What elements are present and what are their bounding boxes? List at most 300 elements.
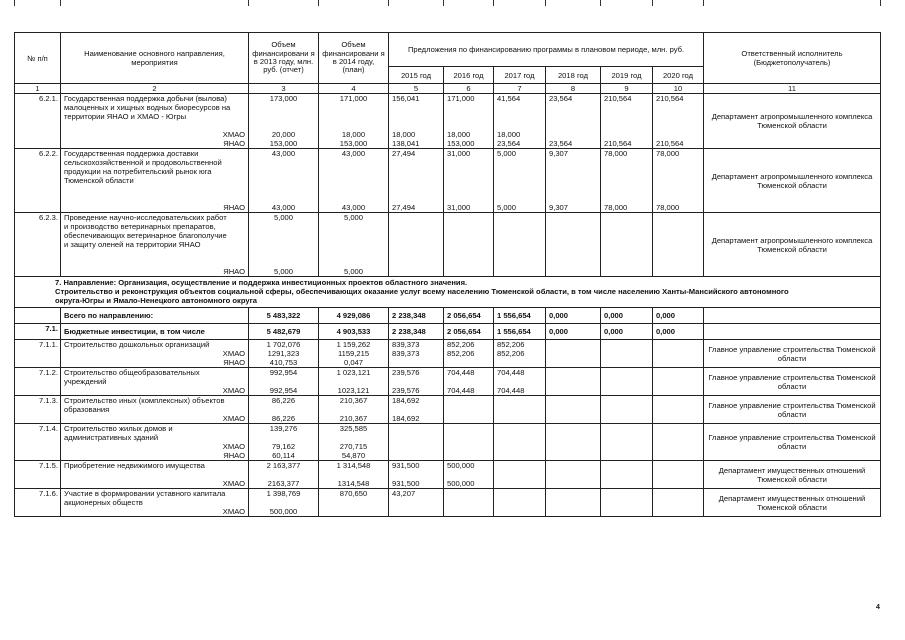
value-cell-c4	[319, 213, 389, 277]
value-cell-c5-line	[392, 121, 440, 130]
item-name-line	[64, 185, 245, 194]
section-heading-line: 7. Направление: Организация, осуществление и поддержка инвестиционных проектов областного значения.	[55, 278, 468, 287]
value-cell-c4-line: 325,585	[339, 424, 368, 433]
value-cell-c3	[249, 424, 319, 461]
value-cell-c9-line	[604, 158, 649, 167]
value-cell-c3-line: 992,954	[269, 386, 298, 395]
value-cell-c4-line: 210,367	[339, 414, 368, 423]
responsible-dept: Главное управление строительства Тюменской области	[704, 424, 881, 461]
item-name-line: ХМАО	[222, 386, 245, 395]
column-number: 1	[15, 84, 61, 94]
item-name-line: Государственная поддержка доставки	[64, 149, 199, 158]
value-cell-c8-line: 23,564	[549, 139, 573, 148]
value-cell-c3-line	[252, 112, 315, 121]
summary-value: 2 238,348	[389, 324, 444, 340]
value-cell-c6-line: 852,206	[447, 340, 475, 349]
item-name	[61, 149, 249, 213]
responsible-dept: Департамент имущественных отношений Тюменской области	[704, 489, 881, 517]
column-number: 4	[319, 84, 389, 94]
value-cell-c4-line	[322, 231, 385, 240]
table-row	[15, 94, 881, 149]
value-cell-c7-line	[497, 358, 542, 367]
value-cell-c4-line: 1023,121	[337, 386, 370, 395]
item-name-line: ХМАО	[222, 507, 245, 516]
value-cell-c8-line	[549, 103, 597, 112]
column-number: 3	[249, 84, 319, 94]
value-cell-c10-line	[656, 158, 700, 167]
value-cell-c3-line	[252, 121, 315, 130]
summary-value: 5 483,322	[249, 308, 319, 324]
item-name-line: Строительство дошкольных организаций	[64, 340, 210, 349]
value-cell-c5-line	[392, 194, 440, 203]
empty-cell	[546, 461, 601, 489]
value-cell-c4-line: 43,000	[341, 149, 366, 158]
financing-table	[14, 32, 881, 517]
item-code: 6.2.3.	[15, 213, 61, 277]
empty-cell	[653, 424, 704, 461]
value-cell-c6-line: 171,000	[447, 94, 475, 103]
value-cell-c4-line	[322, 470, 385, 479]
summary-value: 2 056,654	[444, 308, 494, 324]
item-name	[61, 340, 249, 368]
value-cell-c10-line	[656, 112, 700, 121]
value-cell-c6-line: 31,000	[447, 203, 471, 212]
value-cell-c10-line	[656, 167, 700, 176]
value-cell-c4-line: 1 159,262	[336, 340, 371, 349]
value-cell-c7-line	[497, 194, 542, 203]
empty-cell	[704, 308, 881, 324]
value-cell-c10	[653, 149, 704, 213]
value-cell-c4	[319, 396, 389, 424]
header-year: 2019 год	[601, 67, 653, 84]
value-cell-c8	[546, 149, 601, 213]
value-cell-c9-line: 210,564	[604, 139, 632, 148]
value-cell-c4-line	[322, 433, 385, 442]
value-cell-c6-line	[447, 176, 490, 185]
value-cell-c5	[389, 396, 444, 424]
column-number: 10	[653, 84, 704, 94]
value-cell-c6	[444, 489, 494, 517]
value-cell-c6-line	[447, 167, 490, 176]
page-number: 4	[876, 604, 880, 611]
item-name-line: территории ЯНАО и ХМАО - Югры	[64, 112, 187, 121]
column-number: 8	[546, 84, 601, 94]
value-cell-c3-line: 410,753	[269, 358, 298, 367]
value-cell-c9-line: 78,000	[604, 149, 628, 158]
value-cell-c5-line: 931,500	[392, 461, 420, 470]
value-cell-c6	[444, 340, 494, 368]
value-cell-c4-line: 0,047	[343, 358, 363, 367]
value-cell-c5-line: 27,494	[392, 203, 416, 212]
item-name-line: Государственная поддержка добычи (вылова)	[64, 94, 227, 103]
value-cell-c4-line: 1 023,121	[336, 368, 371, 377]
value-cell-c3-line: 992,954	[269, 368, 298, 377]
summary-value: 0,000	[546, 308, 601, 324]
value-cell-c3-line: 173,000	[269, 94, 298, 103]
value-cell-c7	[494, 424, 546, 461]
value-cell-c3-line	[252, 470, 315, 479]
value-cell-c3-line: 153,000	[269, 139, 298, 148]
value-cell-c4-line	[322, 258, 385, 267]
value-cell-c3-line	[252, 258, 315, 267]
column-number: 9	[601, 84, 653, 94]
summary-label: Бюджетные инвестиции, в том числе	[61, 324, 249, 340]
value-cell-c9	[601, 149, 653, 213]
value-cell-c4-line	[322, 222, 385, 231]
summary-value: 2 238,348	[389, 308, 444, 324]
value-cell-c7-line	[497, 158, 542, 167]
value-cell-c3-line: 1 702,076	[266, 340, 301, 349]
value-cell-c10-line	[656, 194, 700, 203]
responsible-dept: Департамент агропромышленного комплекса Тюменской области	[704, 213, 881, 277]
value-cell-c5	[389, 489, 444, 517]
value-cell-c4-line	[322, 498, 385, 507]
value-cell-c4-line	[322, 167, 385, 176]
value-cell-c6	[444, 396, 494, 424]
value-cell-c3-line: 86,226	[271, 396, 296, 405]
value-cell-c3-line: 43,000	[271, 203, 296, 212]
value-cell-c5-line: 138,041	[392, 139, 420, 148]
value-cell-c4-line: 1159,215	[337, 349, 370, 358]
value-cell-c5-line: 839,373	[392, 349, 420, 358]
value-cell-c4-line: 43,000	[341, 203, 366, 212]
value-cell-c3-line: 1 398,769	[266, 489, 301, 498]
value-cell-c4	[319, 368, 389, 396]
item-code: 7.1.2.	[15, 368, 61, 396]
empty-cell	[546, 396, 601, 424]
summary-value: 0,000	[601, 324, 653, 340]
value-cell-c5-line: 27,494	[392, 149, 416, 158]
value-cell-c6-line	[447, 377, 490, 386]
value-cell-c4-line: 54,870	[341, 451, 366, 460]
item-name	[61, 461, 249, 489]
value-cell-c5-line	[392, 498, 440, 507]
value-cell-c4-line: 153,000	[339, 139, 368, 148]
value-cell-c9-line	[604, 121, 649, 130]
value-cell-c5-line: 156,041	[392, 94, 420, 103]
value-cell-c5-line	[392, 103, 440, 112]
item-name-line: Участие в формировании уставного капитала	[64, 489, 226, 498]
value-cell-c6-line: 18,000	[447, 130, 471, 139]
item-name	[61, 424, 249, 461]
value-cell-c4-line: 1314,548	[337, 479, 370, 488]
value-cell-c10-line	[656, 185, 700, 194]
value-cell-c3	[249, 94, 319, 149]
value-cell-c3	[249, 368, 319, 396]
summary-value: 2 056,654	[444, 324, 494, 340]
summary-value: 1 556,654	[494, 308, 546, 324]
value-cell-c5-line	[392, 176, 440, 185]
value-cell-c6-line	[447, 358, 490, 367]
value-cell-c3-line	[252, 498, 315, 507]
value-cell-c3-line: 86,226	[271, 414, 296, 423]
value-cell-c8-line	[549, 130, 597, 139]
value-cell-c5-line: 43,207	[392, 489, 416, 498]
summary-label: Всего по направлению:	[61, 308, 249, 324]
value-cell-c10	[653, 94, 704, 149]
table-row	[15, 213, 881, 277]
value-cell-c5	[389, 461, 444, 489]
value-cell-c4-line	[322, 112, 385, 121]
item-name-line: акционерных обществ	[64, 498, 143, 507]
responsible-dept: Департамент агропромышленного комплекса Тюменской области	[704, 149, 881, 213]
value-cell-c6	[444, 424, 494, 461]
value-cell-c9-line	[604, 194, 649, 203]
value-cell-c9-line	[604, 112, 649, 121]
empty-cell	[653, 396, 704, 424]
summary-value: 1 556,654	[494, 324, 546, 340]
value-cell-c7	[494, 461, 546, 489]
value-cell-c5	[389, 213, 444, 277]
value-cell-c9-line	[604, 185, 649, 194]
value-cell-c10-line: 78,000	[656, 203, 680, 212]
value-cell-c4	[319, 489, 389, 517]
value-cell-c4-line	[322, 103, 385, 112]
item-name-line: учреждений	[64, 377, 107, 386]
value-cell-c8-line	[549, 185, 597, 194]
value-cell-c9	[601, 213, 653, 277]
value-cell-c9-line: 78,000	[604, 203, 628, 212]
item-name-line: Тюменской области	[64, 176, 134, 185]
value-cell-c5-line	[392, 112, 440, 121]
value-cell-c10-line: 210,564	[656, 139, 684, 148]
value-cell-c7-line	[497, 185, 542, 194]
header-2013: Объем финансировани я в 2013 году, млн. руб. (отчет)	[249, 33, 319, 84]
value-cell-c4	[319, 94, 389, 149]
value-cell-c4-line	[322, 507, 385, 516]
header-2014: Объем финансировани я в 2014 году, (план)	[319, 33, 389, 84]
summary-code	[15, 308, 61, 324]
item-name-line: ХМАО	[222, 442, 245, 451]
value-cell-c6-line	[447, 112, 490, 121]
value-cell-c6-line: 704,448	[447, 386, 475, 395]
value-cell-c6-line	[447, 121, 490, 130]
value-cell-c4-line	[322, 185, 385, 194]
table-row	[15, 368, 881, 396]
item-name-line: Проведение научно-исследовательских работ	[64, 213, 227, 222]
empty-cell	[601, 396, 653, 424]
value-cell-c8	[546, 94, 601, 149]
value-cell-c6-line	[447, 185, 490, 194]
value-cell-c7-line	[497, 112, 542, 121]
value-cell-c5-line	[392, 507, 440, 516]
item-name-line: ЯНАО	[223, 203, 245, 212]
value-cell-c9-line	[604, 167, 649, 176]
column-number: 6	[444, 84, 494, 94]
value-cell-c5-line: 18,000	[392, 130, 416, 139]
value-cell-c10-line: 78,000	[656, 149, 680, 158]
value-cell-c6-line	[447, 158, 490, 167]
item-name-line	[64, 194, 245, 203]
item-name-line: ХМАО	[222, 479, 245, 488]
value-cell-c7-line: 41,564	[497, 94, 521, 103]
item-name-line: ХМАО	[222, 414, 245, 423]
value-cell-c5	[389, 368, 444, 396]
value-cell-c9-line	[604, 176, 649, 185]
item-name-line: ЯНАО	[223, 451, 245, 460]
summary-value: 0,000	[653, 308, 704, 324]
item-name-line: ЯНАО	[223, 139, 245, 148]
empty-cell	[546, 340, 601, 368]
item-name-line: ХМАО	[222, 130, 245, 139]
value-cell-c3-line	[252, 249, 315, 258]
item-name-line: Строительство общеобразовательных	[64, 368, 200, 377]
table-row	[15, 340, 881, 368]
item-code: 7.1.1.	[15, 340, 61, 368]
value-cell-c4	[319, 461, 389, 489]
value-cell-c6-line: 852,206	[447, 349, 475, 358]
value-cell-c4-line: 171,000	[339, 94, 368, 103]
value-cell-c7-line: 704,448	[497, 386, 525, 395]
value-cell-c4-line: 5,000	[343, 213, 363, 222]
item-name-line: ЯНАО	[223, 358, 245, 367]
responsible-dept: Главное управление строительства Тюменской области	[704, 396, 881, 424]
value-cell-c3-line	[252, 185, 315, 194]
value-cell-c3	[249, 489, 319, 517]
value-cell-c3-line: 2163,377	[267, 479, 300, 488]
item-name-line: обеспечивающих ветеринарное благополучие	[64, 231, 227, 240]
value-cell-c7-line	[497, 121, 542, 130]
value-cell-c4-line	[322, 405, 385, 414]
empty-cell	[601, 424, 653, 461]
item-name	[61, 213, 249, 277]
item-code: 7.1.6.	[15, 489, 61, 517]
value-cell-c10	[653, 213, 704, 277]
table-row	[15, 489, 881, 517]
item-code: 7.1.5.	[15, 461, 61, 489]
value-cell-c5-line	[392, 358, 440, 367]
value-cell-c6-line: 704,448	[447, 368, 475, 377]
column-number: 7	[494, 84, 546, 94]
header-proposals: Предложения по финансированию программы в плановом периоде, млн. руб.	[389, 33, 704, 67]
value-cell-c9-line: 210,564	[604, 94, 632, 103]
value-cell-c7	[494, 340, 546, 368]
header-year: 2016 год	[444, 67, 494, 84]
value-cell-c3-line: 79,162	[271, 442, 296, 451]
value-cell-c5-line: 184,692	[392, 414, 420, 423]
header-name: Наименование основного направления, мероприятия	[61, 33, 249, 84]
value-cell-c5	[389, 340, 444, 368]
item-name	[61, 489, 249, 517]
value-cell-c3-line	[252, 194, 315, 203]
value-cell-c9-line	[604, 130, 649, 139]
value-cell-c4	[319, 424, 389, 461]
empty-cell	[546, 424, 601, 461]
value-cell-c4-line	[322, 377, 385, 386]
value-cell-c7-line	[497, 176, 542, 185]
value-cell-c4-line: 270,715	[339, 442, 368, 451]
empty-cell	[653, 489, 704, 517]
item-name-line: малоценных и хищных водных биоресурсов на	[64, 103, 231, 112]
value-cell-c7-line: 23,564	[497, 139, 521, 148]
value-cell-c8-line	[549, 194, 597, 203]
value-cell-c4-line: 870,650	[339, 489, 368, 498]
value-cell-c3	[249, 213, 319, 277]
item-name-line: Строительство иных (комплексных) объектов	[64, 396, 225, 405]
table-row	[15, 396, 881, 424]
value-cell-c3-line: 1291,323	[267, 349, 300, 358]
value-cell-c3	[249, 461, 319, 489]
value-cell-c10-line	[656, 176, 700, 185]
item-name-line	[64, 249, 245, 258]
value-cell-c6-line: 31,000	[447, 149, 471, 158]
value-cell-c5-line: 184,692	[392, 396, 420, 405]
value-cell-c5-line	[392, 167, 440, 176]
item-code: 7.1.4.	[15, 424, 61, 461]
empty-cell	[601, 489, 653, 517]
value-cell-c6-line: 153,000	[447, 139, 475, 148]
value-cell-c8-line	[549, 158, 597, 167]
value-cell-c5	[389, 149, 444, 213]
column-number: 2	[61, 84, 249, 94]
value-cell-c5-line	[392, 470, 440, 479]
table-row	[15, 424, 881, 461]
value-cell-c6-line	[447, 470, 490, 479]
section-heading-line: Строительство и реконструкция объектов социальной сферы, обеспечивающих оказание услуг всему населению Тюменской области, в том числе населению Ханты-Мансийского автономного	[55, 287, 789, 296]
table-row	[15, 149, 881, 213]
header-year: 2020 год	[653, 67, 704, 84]
value-cell-c3-line	[252, 405, 315, 414]
value-cell-c10-line	[656, 130, 700, 139]
responsible-dept: Департамент имущественных отношений Тюменской области	[704, 461, 881, 489]
value-cell-c6	[444, 461, 494, 489]
item-name-line: ЯНАО	[223, 267, 245, 276]
summary-row	[15, 324, 881, 340]
value-cell-c6	[444, 213, 494, 277]
value-cell-c9-line	[604, 103, 649, 112]
value-cell-c6	[444, 94, 494, 149]
value-cell-c4-line	[322, 249, 385, 258]
value-cell-c5-line: 239,576	[392, 386, 420, 395]
value-cell-c3-line: 60,114	[272, 451, 295, 460]
summary-value: 0,000	[546, 324, 601, 340]
value-cell-c3	[249, 396, 319, 424]
value-cell-c3-line: 5,000	[273, 267, 293, 276]
item-code: 6.2.1.	[15, 94, 61, 149]
value-cell-c7	[494, 368, 546, 396]
value-cell-c5-line	[392, 405, 440, 414]
summary-value: 0,000	[653, 324, 704, 340]
value-cell-c7-line: 5,000	[497, 149, 517, 158]
value-cell-c7	[494, 489, 546, 517]
section-heading-row	[15, 277, 881, 308]
value-cell-c3-line: 43,000	[271, 149, 296, 158]
value-cell-c8-line: 23,564	[549, 94, 573, 103]
value-cell-c3	[249, 340, 319, 368]
value-cell-c7	[494, 213, 546, 277]
empty-cell	[653, 461, 704, 489]
value-cell-c7	[494, 94, 546, 149]
value-cell-c5-line: 239,576	[392, 368, 420, 377]
value-cell-c6-line	[447, 103, 490, 112]
value-cell-c5-line	[392, 185, 440, 194]
value-cell-c5-line: 931,500	[392, 479, 420, 488]
value-cell-c3-line: 5,000	[273, 213, 293, 222]
value-cell-c3-line	[252, 433, 315, 442]
value-cell-c8-line	[549, 167, 597, 176]
item-name-line: сельскохозяйственной и продовольственной	[64, 158, 222, 167]
item-name-line: образования	[64, 405, 110, 414]
empty-cell	[601, 368, 653, 396]
value-cell-c7	[494, 396, 546, 424]
column-number: 5	[389, 84, 444, 94]
value-cell-c3-line	[252, 176, 315, 185]
value-cell-c7-line	[497, 377, 542, 386]
responsible-dept: Главное управление строительства Тюменской области	[704, 340, 881, 368]
value-cell-c4-line: 210,367	[339, 396, 368, 405]
header-responsible: Ответственный исполнитель (Бюджетополучатель)	[704, 33, 881, 84]
value-cell-c8-line	[549, 121, 597, 130]
